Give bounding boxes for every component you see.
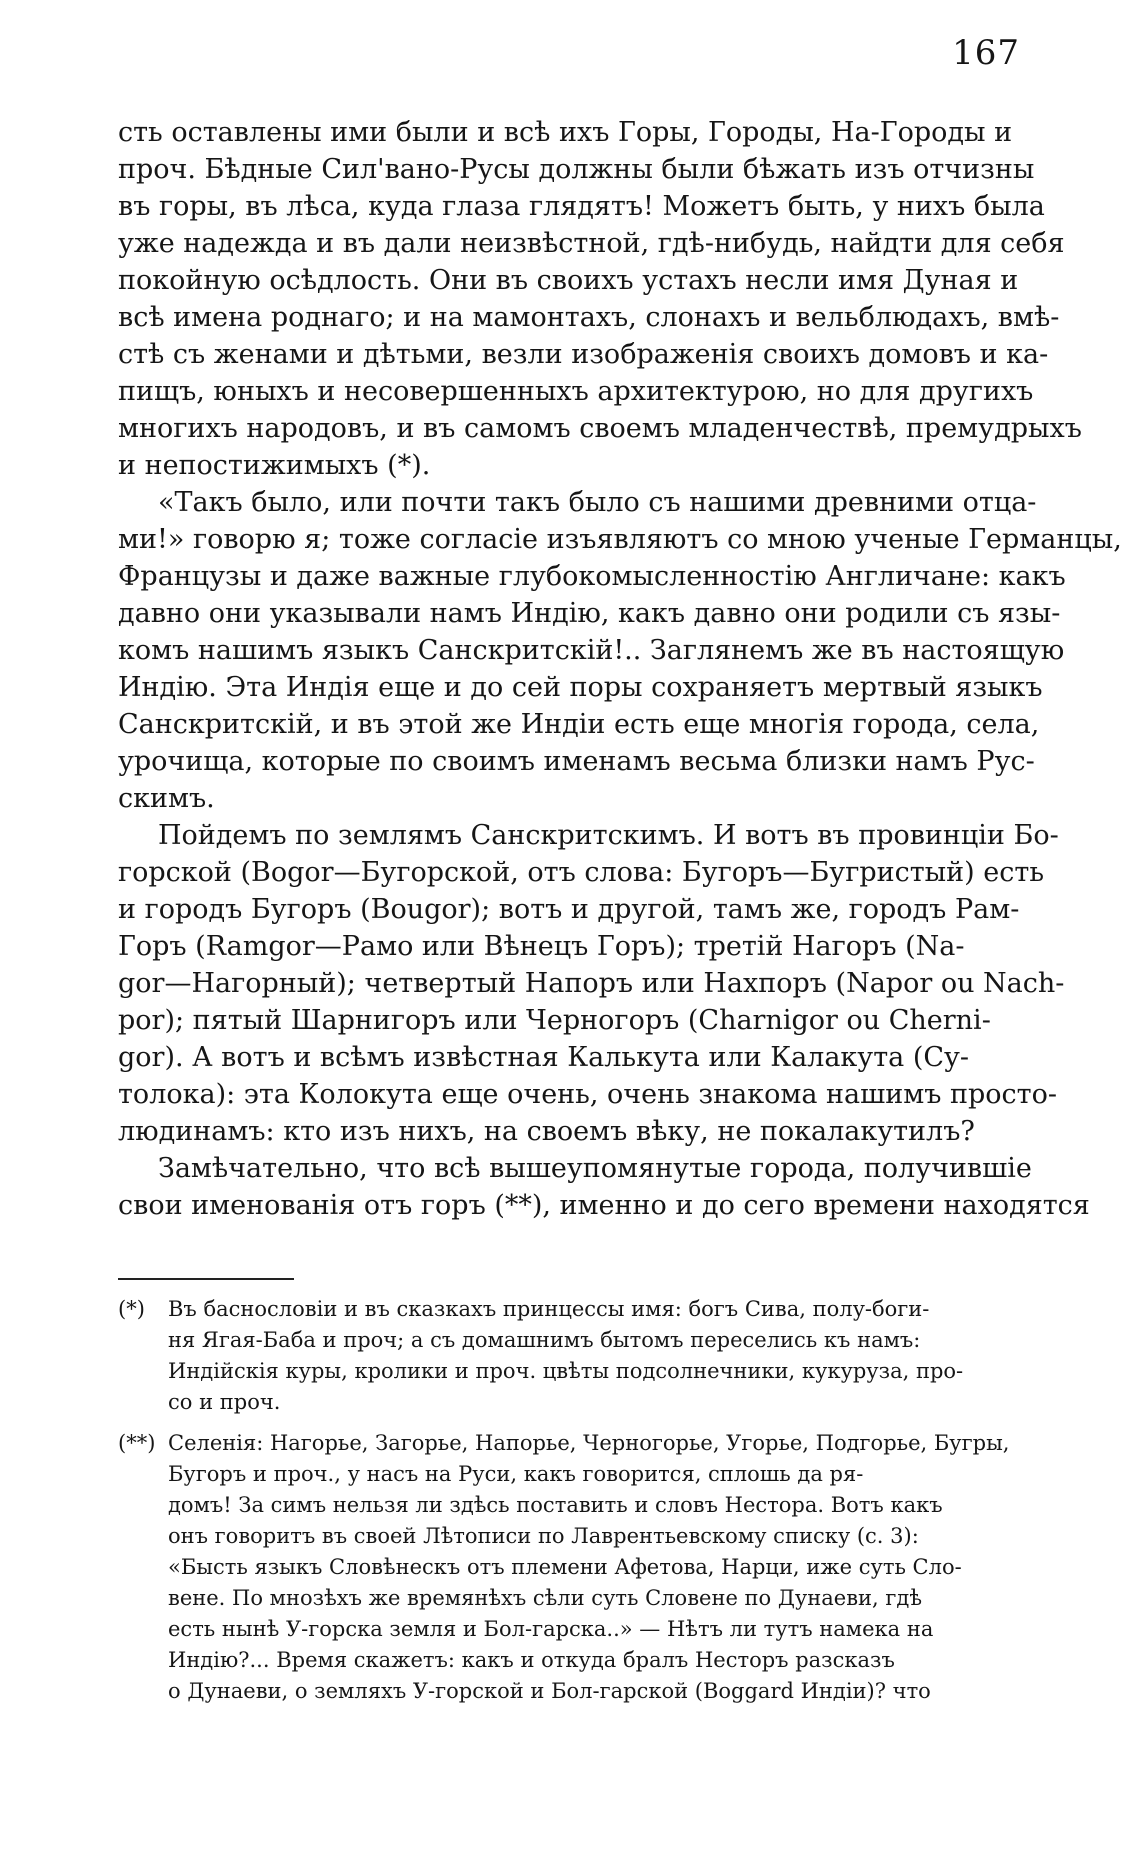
footnote-line: Индію?... Время скажетъ: какъ и откуда бралъ Несторъ разсказъ [168,1648,895,1672]
footnote-line: о Дунаеви, о земляхъ У-горской и Бол-гарской (Boggard Индіи)? что [168,1679,931,1703]
text-line: пищъ, юныхъ и несовершенныхъ архитектурою, но для другихъ [118,376,1034,407]
footnote-line: онъ говоритъ въ своей Лѣтописи по Лаврентьевскому списку (с. 3): [168,1524,919,1548]
footnote-marker: (*) [118,1297,145,1321]
text-line: проч. Бѣдные Сил'вано-Русы должны были бѣжать изъ отчизны [118,154,1035,185]
text-line: Пойдемъ по землямъ Санскритскимъ. И вотъ въ провинціи Бо- [158,820,1059,851]
footnote-line: «Бысть языкъ Словѣнескъ отъ племени Афетова, Нарци, иже суть Сло- [168,1555,962,1579]
text-line: урочища, которые по своимъ именамъ весьма близки намъ Рус- [118,746,1035,777]
text-line: горской (Bogor—Бугорской, отъ слова: Бугоръ—Бугристый) есть [118,857,1045,888]
text-line: всѣ имена роднаго; и на мамонтахъ, слонахъ и вельблюдахъ, вмѣ- [118,302,1060,333]
footnote-divider [118,1278,294,1280]
footnote-spacer [118,1418,1042,1428]
footnote-line: Индійскія куры, кролики и проч. цвѣты подсолнечники, кукуруза, про- [168,1359,964,1383]
footnote-line: со и проч. [168,1390,281,1414]
text-line: скимъ. [118,783,215,814]
text-line: Индію. Эта Индія еще и до сей поры сохраняетъ мертвый языкъ [118,672,1043,703]
text-line: Французы и даже важные глубокомысленностію Англичане: какъ [118,561,1066,592]
footnote-line: Селенія: Нагорье, Загорье, Напорье, Черногорье, Угорье, Подгорье, Бугры, [168,1431,1010,1455]
text-line: Горъ (Ramgor—Рамо или Вѣнецъ Горъ); третій Нагоръ (Na- [118,931,965,962]
text-line: уже надежда и въ дали неизвѣстной, гдѣ-нибудь, найдти для себя [118,228,1065,259]
text-line: давно они указывали намъ Индію, какъ давно они родили съ язы- [118,598,1061,629]
text-line: ми!» говорю я; тоже согласіе изъявляютъ со мною ученые Германцы, [118,524,1122,555]
text-line: «Такъ было, или почти такъ было съ нашими древними отца- [158,487,1037,518]
footnote-1 [118,1294,1042,1418]
page-number: 167 [952,33,1020,73]
footnote-line: Бугоръ и проч., у насъ на Руси, какъ говорится, сплошь да ря- [168,1462,864,1486]
text-line: por); пятый Шарнигоръ или Черногоръ (Charnigor ou Cherni- [118,1005,991,1036]
text-line: комъ нашимъ языкъ Санскритскій!.. Заглянемъ же въ настоящую [118,635,1065,666]
text-line: gor—Нагорный); четвертый Напоръ или Нахпоръ (Napor ou Nach- [118,968,1065,999]
text-line: Санскритскій, и въ этой же Индіи есть еще многія города, села, [118,709,1040,740]
text-line: и непостижимыхъ (*). [118,450,431,481]
footnote-line: Въ баснословіи и въ сказкахъ принцессы имя: богъ Сива, полу-боги- [168,1297,930,1321]
footnotes-section [118,1294,1042,1707]
footnote-line: домъ! За симъ нельзя ли здѣсь поставить и словъ Нестора. Вотъ какъ [168,1493,943,1517]
footnote-line: ня Ягая-Баба и проч; а съ домашнимъ бытомъ переселись къ намъ: [168,1328,921,1352]
text-line: Замѣчательно, что всѣ вышеупомянутые города, получившіе [158,1153,1032,1184]
footnote-2 [118,1428,1042,1707]
text-line: толока): эта Колокута еще очень, очень знакома нашимъ просто- [118,1079,1057,1110]
text-line: въ горы, въ лѣса, куда глаза глядятъ! Можетъ быть, у нихъ была [118,191,1045,222]
text-line: многихъ народовъ, и въ самомъ своемъ младенчествѣ, премудрыхъ [118,413,1082,444]
footnote-marker: (**) [118,1431,156,1455]
text-line: людинамъ: кто изъ нихъ, на своемъ вѣку, не покалакутилъ? [118,1116,975,1147]
footnote-line: вене. По мнозѣхъ же времянѣхъ сѣли суть Словене по Дунаеви, гдѣ [168,1586,923,1610]
text-line: gor). А вотъ и всѣмъ извѣстная Калькута или Калакута (Су- [118,1042,970,1073]
footnote-line: есть нынѣ У-горска земля и Бол-гарска..» — Нѣтъ ли тутъ намека на [168,1617,934,1641]
text-line: свои именованія отъ горъ (**), именно и до сего времени находятся [118,1190,1090,1221]
text-line: покойную осѣдлость. Они въ своихъ устахъ несли имя Дуная и [118,265,1019,296]
text-line: сть оставлены ими были и всѣ ихъ Горы, Городы, На-Городы и [118,117,1013,148]
text-line: и городъ Бугоръ (Bougor); вотъ и другой, тамъ же, городъ Рам- [118,894,1020,925]
text-line: стѣ съ женами и дѣтьми, везли изображенія своихъ домовъ и ка- [118,339,1049,370]
main-body-text [118,114,1122,1224]
